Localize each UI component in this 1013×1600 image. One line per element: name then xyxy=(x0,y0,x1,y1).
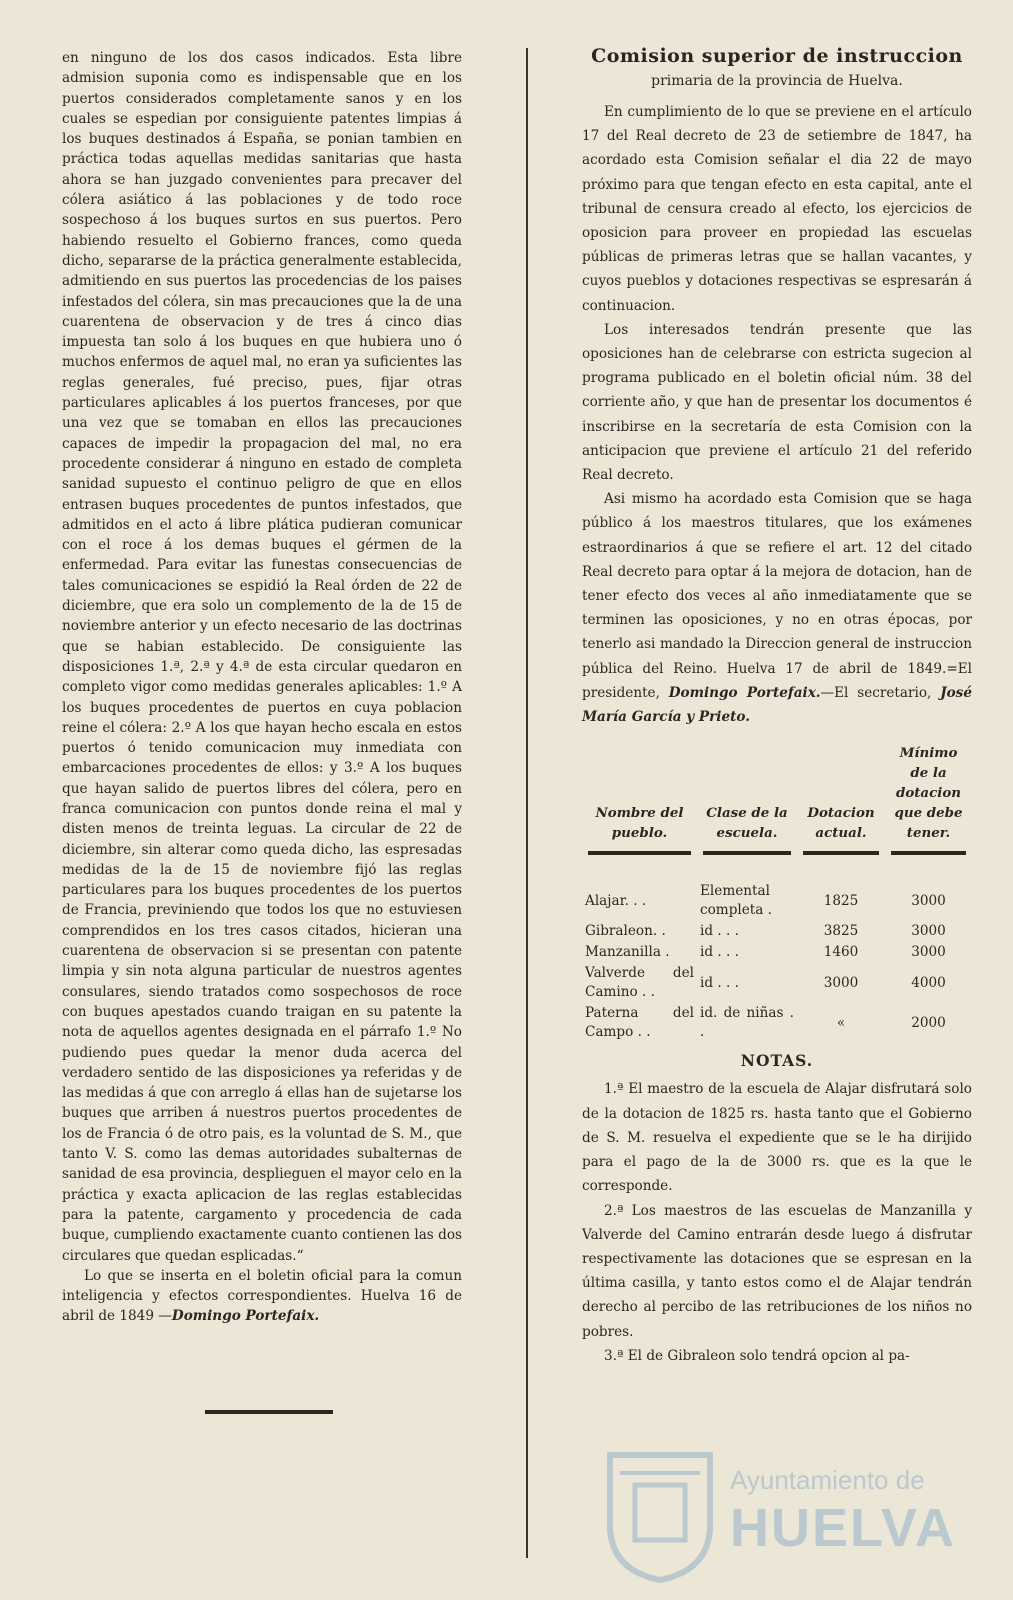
cell-actual: 3000 xyxy=(823,974,859,991)
cell-clase: id . . . xyxy=(700,974,739,991)
header-clase: Clase de la escuela. xyxy=(706,805,788,842)
right-paragraph-3-text: Asi mismo ha acordado esta Comision que se haga público á los maestros titulares, que los exámenes estraordinarios á que se refiere el art. 12 del citado Real decreto para optar á la mejora de dotacion, han de tener efecto dos veces al año inmediatamente que se terminen las oposiciones, y no en otras épocas, por tenerlo asi mandado la Direccion general de instruccion pública del Reino. Huelva 17 de abril de 1849.=El presidente, xyxy=(582,491,972,701)
president-signature: Domingo Portefaix. xyxy=(668,684,821,701)
cell-actual: « xyxy=(836,1014,846,1031)
cell-clase: id. de niñas . . xyxy=(700,1005,794,1041)
cell-actual: 3825 xyxy=(823,923,859,940)
left-paragraph-2 xyxy=(62,1266,462,1327)
cell-minimo: 3000 xyxy=(911,892,946,909)
cell-clase: Elemental completa . xyxy=(700,883,772,919)
cell-minimo: 2000 xyxy=(911,1014,946,1031)
cell-actual: 1825 xyxy=(823,892,859,909)
cell-clase: id . . . xyxy=(700,923,739,940)
left-column xyxy=(62,48,462,1327)
cell-pueblo: Manzanilla . xyxy=(585,944,670,961)
left-paragraph-1: en ninguno de los dos casos indicados. Esta libre admision suponia como es indispensable que en los puertos considerados completamente sanos y en los cuales se espedian por consiguiente patentes limpias á los buques destinados á España, se ponian tambien en práctica todas aquellas medidas sanitarias que hasta ahora se han juzgado convenientes para precaver del cólera asiático á las poblaciones y de todo roce sospechoso á los buques surtos en sus puertos. Pero habiendo resuelto el Gobierno frances, como queda dicho, separarse de la práctica generalmente establecida, admitiendo en sus puertos las procedencias de los paises infestados del cólera, sin mas precauciones que la de una cuarentena de observacion y de tres á cinco dias impuesta tan solo á los buques en que hubiera uno ó muchos enfermos de aquel mal, no eran ya suficientes las reglas generales, fué preciso, pues, fijar otras particulares aplicables á los puertos franceses, por que una vez que se tomaban en ellos las precauciones capaces de impedir la propagacion del mal, no era procedente considerar á ninguno en estado de completa sanidad supuesto el continuo peligro de que en ellos entrasen buques procedentes de puntos infestados, que admitidos en el acto á libre plática pudieran comunicar con el roce á los demas buques el gérmen de la enfermedad. Para evitar las funestas consecuencias de tales comunicaciones se espidió la Real órden de 22 de diciembre, que era solo un complemento de la de 15 de noviembre anterior y un efecto necesario de las doctrinas que se habian establecido. De consiguiente las disposiciones 1.ª, 2.ª y 4.ª de esta circular quedaron en completo vigor como medidas generales aplicables: 1.º A los buques procedentes de puertos en cuya poblacion reine el cólera: 2.º A los que hayan hecho escala en estos puertos ó tenido comunicacion muy inmediata con embarcaciones procedentes de ellos: y 3.º A los buques que hayan salido de puertos libres del cólera, pero en franca comunicacion con puntos donde reina el mal y disten menos de treinta leguas. La circular de 22 de diciembre, sin alterar como queda dicho, las espresadas medidas de la de 15 de noviembre fijó las reglas particulares para los buques procedentes de los puertos de Francia, previniendo que todos los que no estuviesen comprendidos en los tres casos citados, hicieran una cuarentena de observacion si se presentan con patente limpia y sin nota alguna particular de nuestros agentes consulares, siendo tratados como sospechosos de roce con buques apestados cuando traigan en su patente la nota de aquellos agentes designada en el párrafo 1.º No pudiendo pues quedar la menor duda acerca del verdadero sentido de las disposiciones ya referidas y de las medidas á que con arreglo á ellas han de sujetarse los buques que arriben á nuestros puertos procedentes de los de Francia ó de otro pais, es la voluntad de S. M., que tanto V. S. como las demas autoridades subalternas de sanidad de esa provincia, desplieguen el mayor celo en la práctica y exacta aplicacion de las reglas establecidas para la patente, cargamento y procedencia de cada buque, cumpliendo exactamente cuanto contienen las dos circulares que quedan esplicadas.“ xyxy=(62,50,462,1264)
nota-2: 2.ª Los maestros de las escuelas de Manzanilla y Valverde del Camino entrarán desde luego á disfrutar respectivamente las dotaciones que se espresan en la última casilla, y tanto estos como el de Alajar tendrán derecho al percibo de las retribuciones de los niños no pobres. xyxy=(582,1202,972,1340)
commission-title: Comision superior de instruccion xyxy=(591,45,963,67)
schools-table xyxy=(582,743,972,1043)
table-row xyxy=(582,1003,972,1043)
notas-title: NOTAS. xyxy=(740,1051,814,1071)
cell-actual: 1460 xyxy=(823,944,859,961)
cell-pueblo: Alajar. . . xyxy=(585,892,647,909)
cell-minimo: 4000 xyxy=(911,974,946,991)
watermark-line-1: Ayuntamiento de xyxy=(730,1465,925,1495)
column-divider xyxy=(526,48,528,1558)
nota-1: 1.ª El maestro de la escuela de Alajar disfrutará solo de la dotacion de 1825 rs. hasta tanto que el Gobierno de S. M. resuelva el expediente que se le ha dirijido para el pago de la de 3000 rs. que es la que le corresponde. xyxy=(582,1081,972,1195)
table-row xyxy=(582,942,972,963)
nota-3: 3.ª El de Gibraleon solo tendrá opcion al pa- xyxy=(604,1347,910,1364)
cell-pueblo: Valverde del Camino . . xyxy=(585,965,694,1001)
left-end-rule xyxy=(205,1410,333,1414)
shield-icon xyxy=(600,1445,720,1585)
cell-minimo: 3000 xyxy=(911,944,946,961)
table-row xyxy=(582,963,972,1003)
ayuntamiento-watermark xyxy=(600,1445,980,1585)
secretary-label: —El secretario, xyxy=(820,684,932,701)
right-paragraph-1: En cumplimiento de lo que se previene en el artículo 17 del Real decreto de 23 de setiembre de 1847, ha acordado esta Comision señalar el dia 22 de mayo próximo para que tengan efecto en esta capital, ante el tribunal de censura creado al efecto, los ejercicios de oposicion para proveer en propiedad las escuelas públicas de primeras letras que se hallan vacantes, y cuyos pueblos y dotaciones respectivas se espresarán á continuacion. xyxy=(582,104,972,314)
header-actual: Dotacion actual. xyxy=(807,805,875,842)
cell-minimo: 3000 xyxy=(911,923,946,940)
watermark-line-2: HUELVA xyxy=(730,1498,956,1558)
cell-pueblo: Gibraleon. . xyxy=(585,923,666,940)
right-column xyxy=(582,42,972,1368)
table-header-row xyxy=(582,743,972,851)
secretary-signature: José María García y Prieto. xyxy=(582,684,972,726)
cell-clase: id . . . xyxy=(700,944,739,961)
header-pueblo: Nombre del pueblo. xyxy=(595,805,684,842)
right-paragraph-3 xyxy=(582,487,972,729)
table-row xyxy=(582,881,972,921)
commission-subtitle: primaria de la provincia de Huelva. xyxy=(651,73,903,89)
left-signature: Domingo Portefaix. xyxy=(171,1308,320,1325)
left-paragraph-2-text: Lo que se inserta en el boletin oficial para la comun inteligencia y efectos correspondientes. Huelva 16 de abril de 1849 — xyxy=(62,1267,462,1325)
table-row xyxy=(582,921,972,942)
header-minimo: Mínimo de la dotacion que debe tener. xyxy=(894,745,963,842)
cell-pueblo: Paterna del Campo . . xyxy=(585,1005,694,1041)
right-paragraph-2: Los interesados tendrán presente que las oposiciones han de celebrarse con estricta sugecion al programa publicado en el boletin oficial núm. 38 del corriente año, y que han de presentar los documentos é inscribirse en la secretaría de esta Comision con la anticipacion que previene el artículo 21 del referido Real decreto. xyxy=(582,321,972,484)
